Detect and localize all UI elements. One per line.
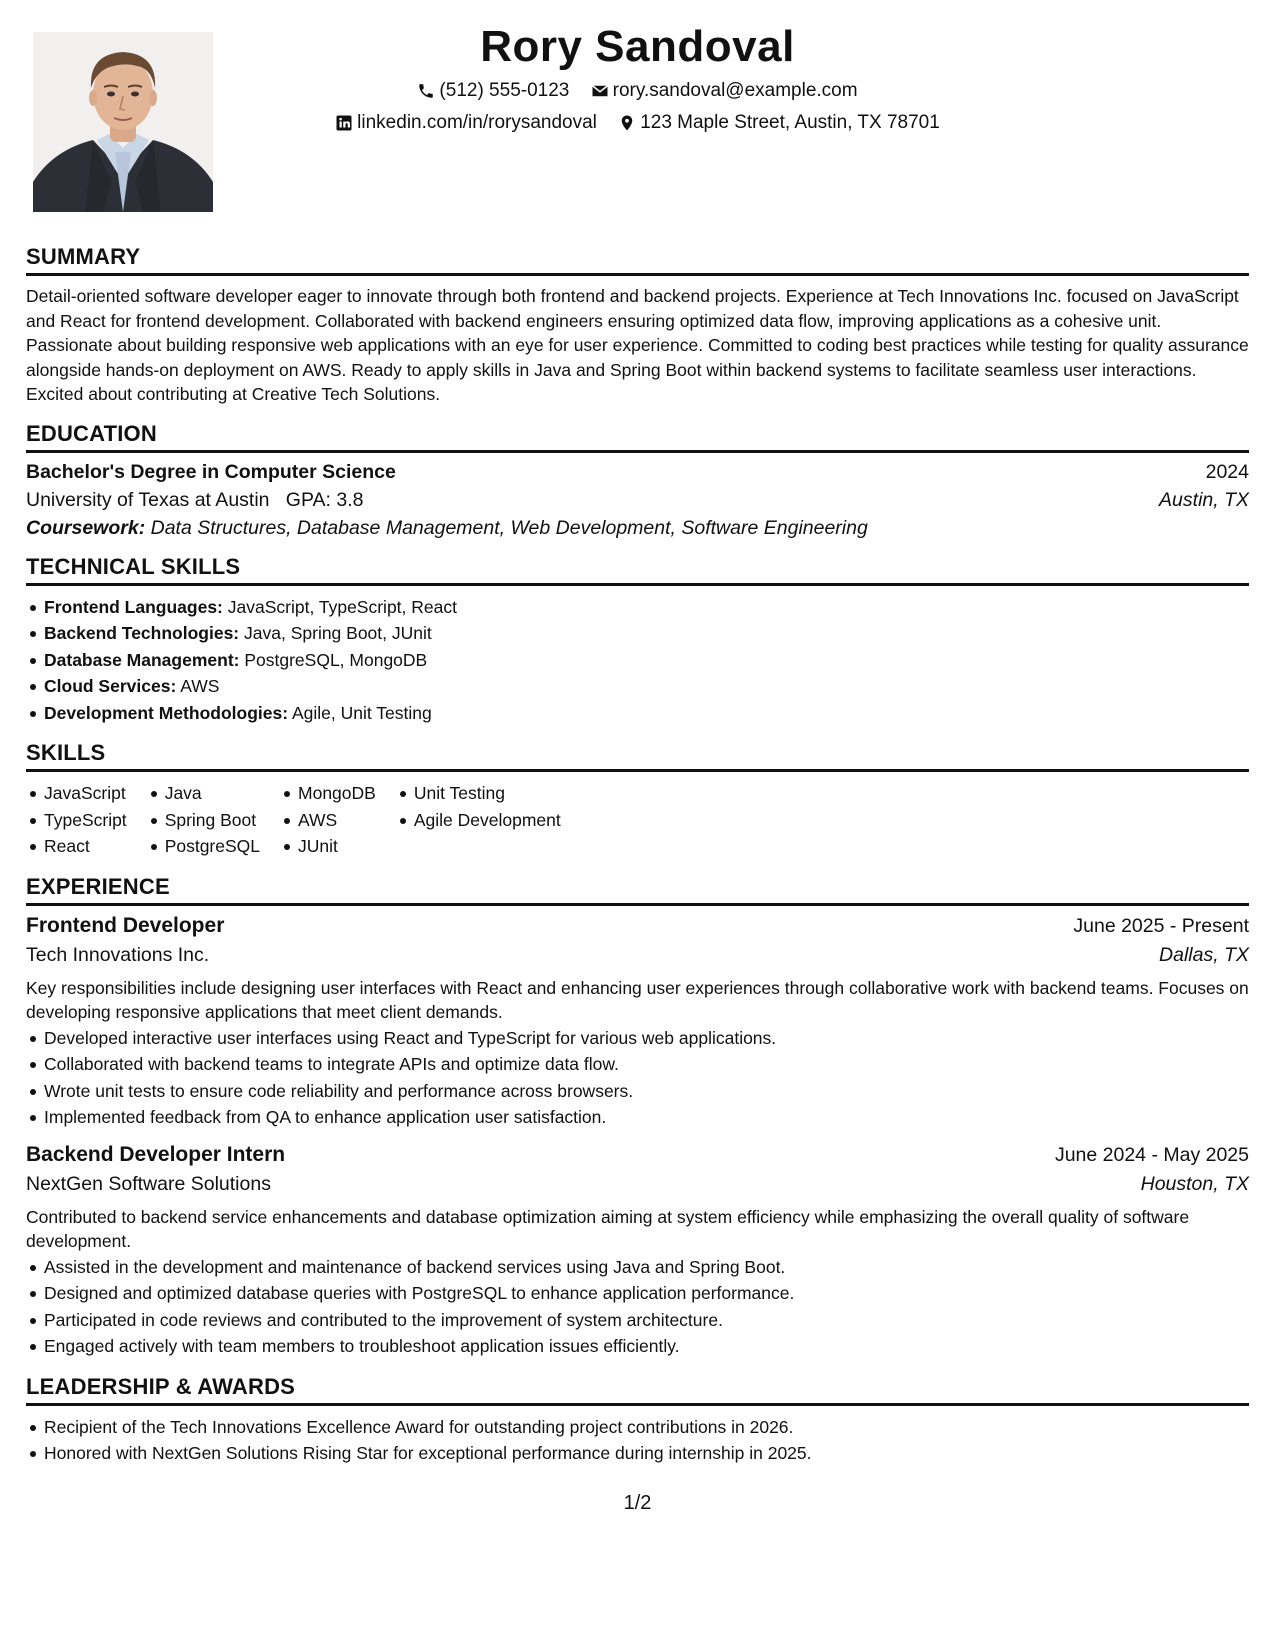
school-info [26, 489, 363, 512]
phone-icon [417, 82, 435, 100]
summary-text: Detail-oriented software developer eager to innovate through both frontend and backend projects. Experience at Tech Innovations Inc. focused on JavaScript and React for frontend development. Collaborated with backend engineers ensuring optimized data flow, improving applications as a cohesive unit. Passionate about building responsive web applications with an eye for user experience. Committed to coding best practices while testing for quality assurance alongside hands-on deployment on AWS. Ready to apply skills in Java and Spring Boot within backend systems to facilitate seamless user interactions. Excited about contributing at Creative Tech Solutions. [26, 286, 1249, 404]
job-bullets [26, 1025, 1249, 1131]
job-location: Dallas, TX [1159, 943, 1249, 966]
job-title-row [26, 1143, 1249, 1167]
list-item: Agile Development [396, 807, 561, 834]
envelope-icon [591, 82, 609, 100]
coursework-label: Coursework: [26, 516, 146, 539]
linkedin-text: linkedin.com/in/rorysandoval [357, 112, 597, 133]
skills-column [396, 780, 561, 860]
list-item: Assisted in the development and maintenance of backend services using Java and Spring Boot. [26, 1254, 1249, 1281]
page-number: 1/2 [623, 1492, 652, 1514]
contact-row-1 [0, 80, 1275, 106]
section-title: SUMMARY [26, 244, 1249, 276]
list-item [26, 620, 1249, 647]
list-item [26, 594, 1249, 621]
job-dates: June 2025 - Present [1073, 914, 1249, 937]
list-item: Developed interactive user interfaces using React and TypeScript for various web applications. [26, 1025, 1249, 1052]
job-title: Frontend Developer [26, 913, 225, 937]
education-school-row [26, 489, 1249, 512]
list-item: MongoDB [280, 780, 376, 807]
job-bullets [26, 1254, 1249, 1360]
gpa: GPA: 3.8 [285, 488, 364, 511]
email-text: rory.sandoval@example.com [612, 80, 858, 101]
section-title: LEADERSHIP & AWARDS [26, 1374, 1249, 1406]
contact-address [618, 112, 940, 134]
skill-value: Agile, Unit Testing [291, 702, 432, 723]
job-entry [26, 1143, 1249, 1360]
awards-section [26, 1374, 1249, 1467]
degree: Bachelor's Degree in Computer Science [26, 460, 396, 483]
list-item [26, 700, 1249, 727]
skills-grid [26, 780, 1249, 860]
awards-list [26, 1414, 1249, 1467]
skill-value: JavaScript, TypeScript, React [227, 596, 457, 617]
school-location: Austin, TX [1159, 488, 1249, 511]
list-item: Honored with NextGen Solutions Rising Star for exceptional performance during internship in 2025. [26, 1440, 1249, 1467]
list-item: Java [147, 780, 260, 807]
skill-label: Database Management: [44, 649, 240, 670]
section-title: SKILLS [26, 740, 1249, 772]
list-item: Wrote unit tests to ensure code reliability and performance across browsers. [26, 1078, 1249, 1105]
list-item: JUnit [280, 833, 376, 860]
skill-label: Backend Technologies: [44, 623, 240, 643]
list-item: TypeScript [26, 807, 127, 834]
technical-skills-section [26, 554, 1249, 727]
graduation-year: 2024 [1205, 460, 1249, 483]
list-item [26, 673, 1249, 700]
skill-value: PostgreSQL, MongoDB [244, 649, 428, 670]
skill-value: AWS [180, 676, 220, 696]
list-item: Spring Boot [147, 807, 260, 834]
contact-linkedin[interactable] [335, 112, 597, 134]
candidate-name: Rory Sandoval [480, 22, 795, 71]
resume-content [26, 244, 1249, 1481]
job-dates: June 2024 - May 2025 [1054, 1143, 1249, 1166]
list-item: Engaged actively with team members to troubleshoot application issues efficiently. [26, 1333, 1249, 1360]
map-pin-icon [618, 114, 636, 132]
section-title: EDUCATION [26, 421, 1249, 453]
education-section [26, 421, 1249, 540]
skills-column [147, 780, 260, 860]
contact-phone[interactable] [417, 80, 569, 102]
phone-text: (512) 555-0123 [439, 80, 570, 101]
experience-section [26, 874, 1249, 1360]
skill-value: Java, Spring Boot, JUnit [244, 623, 432, 643]
list-item: PostgreSQL [147, 833, 260, 860]
skill-label: Cloud Services: [44, 676, 177, 696]
summary-section [26, 244, 1249, 407]
list-item: Unit Testing [396, 780, 561, 807]
job-title: Backend Developer Intern [26, 1142, 286, 1166]
section-title: EXPERIENCE [26, 874, 1249, 906]
list-item: Recipient of the Tech Innovations Excellence Award for outstanding project contributions in 2026. [26, 1414, 1249, 1441]
list-item: Collaborated with backend teams to integrate APIs and optimize data flow. [26, 1051, 1249, 1078]
job-location: Houston, TX [1140, 1172, 1249, 1195]
list-item: Participated in code reviews and contributed to the improvement of system architecture. [26, 1307, 1249, 1334]
job-company: NextGen Software Solutions [26, 1172, 271, 1195]
job-company: Tech Innovations Inc. [26, 943, 210, 966]
address-text: 123 Maple Street, Austin, TX 78701 [640, 112, 940, 133]
coursework-list: Data Structures, Database Management, Web Development, Software Engineering [150, 516, 868, 539]
job-title-row [26, 914, 1249, 938]
education-degree-row [26, 461, 1249, 484]
skill-label: Frontend Languages: [44, 596, 223, 617]
list-item: AWS [280, 807, 376, 834]
linkedin-icon [335, 114, 353, 132]
school-name: University of Texas at Austin [26, 488, 270, 511]
list-item: Designed and optimized database queries with PostgreSQL to enhance application performance. [26, 1280, 1249, 1307]
list-item: React [26, 833, 127, 860]
list-item: JavaScript [26, 780, 127, 807]
contact-email[interactable] [591, 80, 858, 102]
technical-skills-list [26, 594, 1249, 727]
section-title: TECHNICAL SKILLS [26, 554, 1249, 586]
contact-row-2 [0, 112, 1275, 138]
skill-label: Development Methodologies: [44, 702, 289, 723]
list-item [26, 647, 1249, 674]
job-entry [26, 914, 1249, 1131]
job-company-row [26, 1173, 1249, 1196]
job-description: Key responsibilities include designing user interfaces with React and enhancing user experiences through collaborative work with backend teams. Focuses on developing responsive applications that meet client demands. [26, 977, 1249, 1022]
skills-section [26, 740, 1249, 860]
job-company-row [26, 944, 1249, 967]
skills-column [26, 780, 127, 860]
job-description: Contributed to backend service enhancements and database optimization aiming at system efficiency while emphasizing the overall quality of software development. [26, 1206, 1190, 1251]
coursework [26, 517, 1249, 540]
skills-column [280, 780, 376, 860]
list-item: Implemented feedback from QA to enhance application user satisfaction. [26, 1104, 1249, 1131]
